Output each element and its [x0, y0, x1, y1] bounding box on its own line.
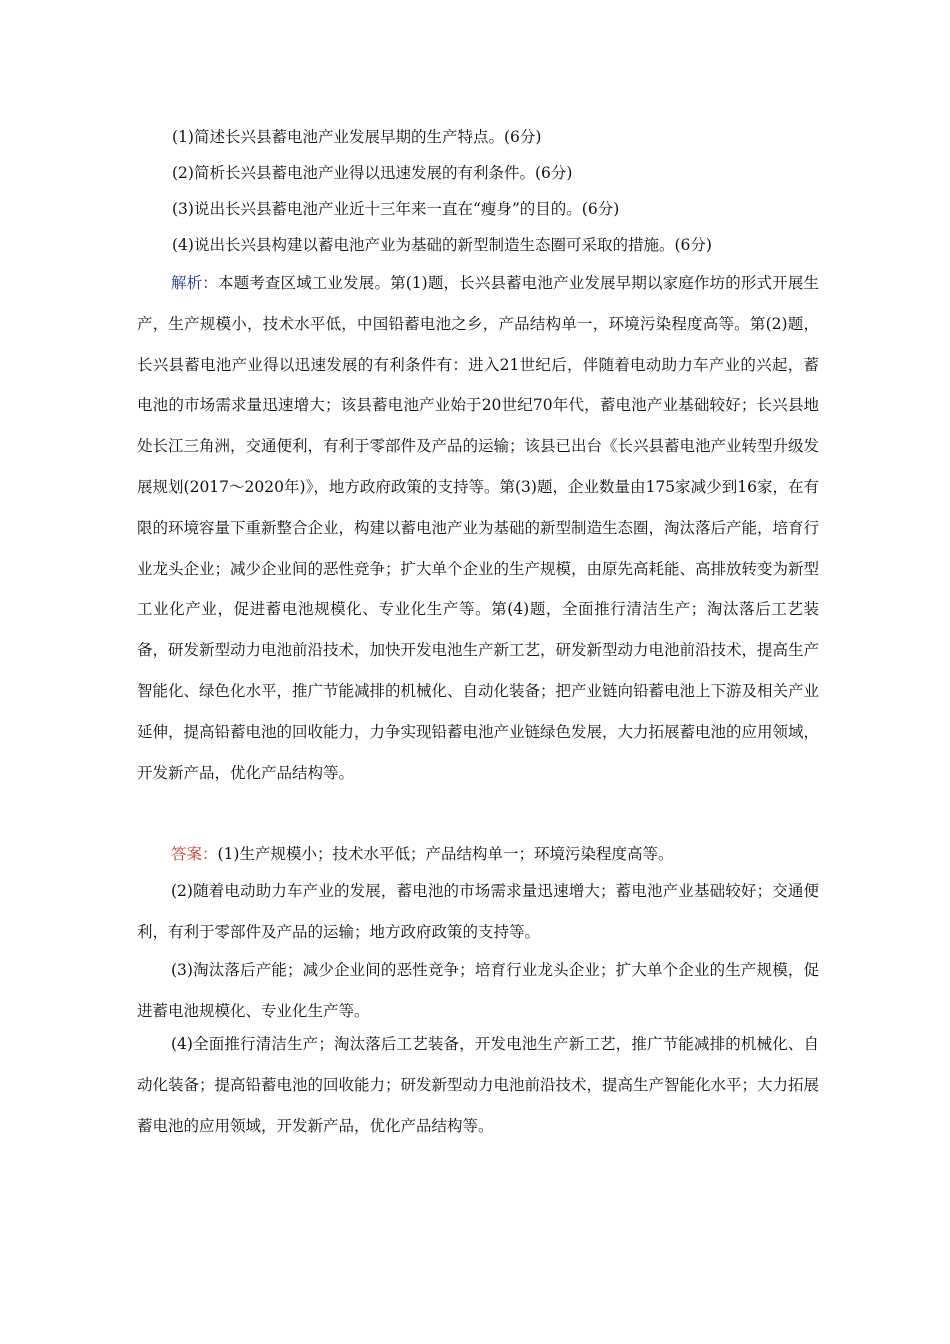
answer-paragraph-4	[137, 1024, 819, 1146]
answer-label: 答案：	[171, 845, 218, 863]
question-2: (2)简析长兴县蓄电池产业得以迅速发展的有利条件。(6分)	[172, 164, 573, 182]
analysis-paragraph	[137, 263, 819, 793]
question-1: (1)简述长兴县蓄电池产业发展早期的生产特点。(6分)	[172, 128, 542, 146]
analysis-text: 本题考查区域工业发展。第(1)题，长兴县蓄电池产业发展早期以家庭作坊的形式开展生产，生产规模小，技术水平低，中国铅蓄电池之乡，产品结构单一，环境污染程度高等。第(2)题，长兴县蓄电池产业得以迅速发展的有利条件有：进入21世纪后，伴随着电动助力车产业的兴起，蓄电池的市场需求量迅速增大；该县蓄电池产业始于20世纪70年代，蓄电池产业基础较好；长兴县地处长江三角洲，交通便利，有利于零部件及产品的运输；该县已出台《长兴县蓄电池产业转型升级发展规划(2017～2020年)》，地方政府政策的支持等。第(3)题，企业数量由175家减少到16家，在有限的环境容量下重新整合企业，构建以蓄电池产业为基础的新型制造生态圈，淘汰落后产能，培育行业龙头企业；减少企业间的恶性竞争；扩大单个企业的生产规模，由原先高耗能、高排放转变为新型工业化产业，促进蓄电池规模化、专业化生产等。第(4)题，全面推行清洁生产；淘汰落后工艺装备，研发新型动力电池前沿技术，加快开发电池生产新工艺，研发新型动力电池前沿技术，提高生产智能化、绿色化水平，推广节能减排的机械化、自动化装备；把产业链向铅蓄电池上下游及相关产业延伸，提高铅蓄电池的回收能力，力争实现铅蓄电池产业链绿色发展，大力拓展蓄电池的应用领域，开发新产品，优化产品结构等。	[137, 274, 820, 782]
answer-paragraph-2	[137, 871, 819, 953]
answer-paragraph-1	[137, 834, 819, 875]
answer-item-4: (4)全面推行清洁生产；淘汰落后工艺装备，开发电池生产新工艺，推广节能减排的机械化、自动化装备；提高铅蓄电池的回收能力；研发新型动力电池前沿技术，提高生产智能化水平；大力拓展蓄电池的应用领域，开发新产品，优化产品结构等。	[137, 1035, 820, 1135]
analysis-label: 解析：	[171, 274, 218, 292]
answer-paragraph-3	[137, 950, 819, 1032]
answer-item-3: (3)淘汰落后产能；减少企业间的恶性竞争；培育行业龙头企业；扩大单个企业的生产规模，促进蓄电池规模化、专业化生产等。	[137, 961, 819, 1020]
question-3: (3)说出长兴县蓄电池产业近十三年来一直在“瘦身”的目的。(6分)	[172, 200, 620, 218]
answer-item-1: (1)生产规模小；技术水平低；产品结构单一；环境污染程度高等。	[217, 845, 674, 863]
question-4: (4)说出长兴县构建以蓄电池产业为基础的新型制造生态圈可采取的措施。(6分)	[172, 236, 712, 254]
answer-item-2: (2)随着电动助力车产业的发展，蓄电池的市场需求量迅速增大；蓄电池产业基础较好；交通便利，有利于零部件及产品的运输；地方政府政策的支持等。	[137, 882, 819, 941]
